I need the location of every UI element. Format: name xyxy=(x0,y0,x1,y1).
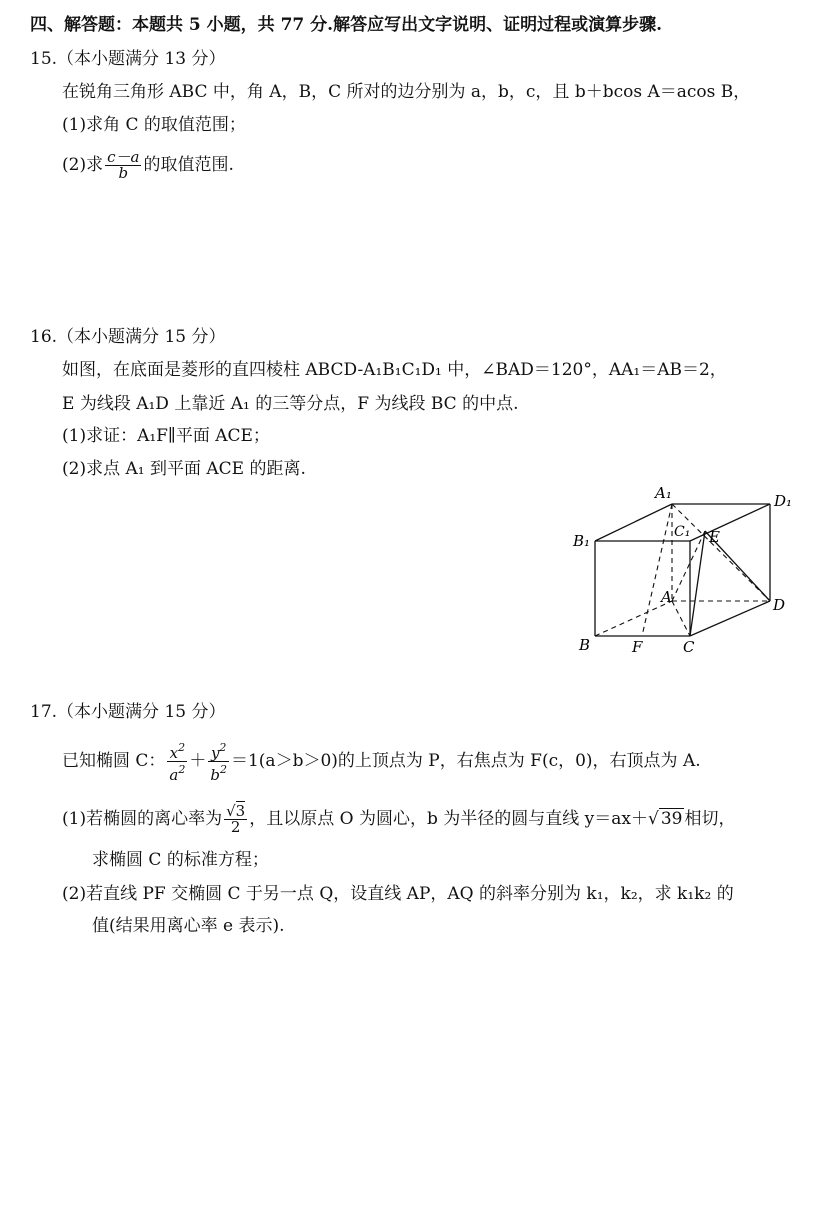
label-C1: C₁ xyxy=(674,524,691,540)
fraction-y2-over-b2: $\frac{y^2}{b^2}$ xyxy=(210,741,227,784)
problem-16-header: 16.（本小题满分 15 分） xyxy=(30,327,226,347)
problem-17-statement-prefix: 已知椭圆 C： xyxy=(62,751,166,771)
problem-16-statement-2: E 为线段 A₁D 上靠近 A₁ 的三等分点，F 为线段 BC 的中点. xyxy=(62,394,519,414)
problem-17-statement-suffix: ＝1(a＞b＞0)的上顶点为 P，右焦点为 F(c，0)，右顶点为 A. xyxy=(230,751,701,771)
problem-17-part1-line2: 求椭圆 C 的标准方程； xyxy=(92,850,269,870)
sqrt-39: √ 39 xyxy=(647,809,683,829)
problem-16-part2: (2)求点 A₁ 到平面 ACE 的距离. xyxy=(62,459,306,479)
problem-15-header: 15.（本小题满分 13 分） xyxy=(30,49,226,69)
problem-17-part2-line2: 值(结果用离心率 e 表示). xyxy=(92,916,285,936)
problem-15-part2 xyxy=(62,150,234,181)
problem-17-part1-c: 相切， xyxy=(684,809,736,829)
problem-16-statement-1: 如图，在底面是菱形的直四棱柱 ABCD-A₁B₁C₁D₁ 中，∠BAD＝120°，AA₁＝AB＝2， xyxy=(62,360,727,380)
problem-15-part2-prefix: (2)求 xyxy=(62,155,104,175)
fraction-c-minus-a-over-b xyxy=(105,150,141,181)
label-A: A xyxy=(661,588,672,606)
problem-15-part1: (1)求角 C 的取值范围； xyxy=(62,115,246,135)
label-C: C xyxy=(683,638,695,656)
sqrt-39-radicand: 39 xyxy=(660,809,683,829)
problem-17-statement: 已知椭圆 C： $\frac{x^2}{a^2}$ ＋ $\frac{y^2}{b^2}$ ＝1(a＞b＞0)的上顶点为 P，右焦点为 F(c，0)，右顶点为 A. xyxy=(62,741,701,784)
problem-17-part1 xyxy=(62,804,735,835)
fraction-numerator: c－a xyxy=(107,148,140,166)
label-D: D xyxy=(773,596,786,614)
fraction-x2-over-a2: $\frac{x^2}{a^2}$ xyxy=(169,741,186,784)
label-B1: B₁ xyxy=(573,532,591,550)
label-D1: D₁ xyxy=(774,492,793,510)
problem-17-header: 17.（本小题满分 15 分） xyxy=(30,702,226,722)
prism-figure xyxy=(565,484,805,664)
problem-17-part1-b: ，且以原点 O 为圆心，b 为半径的圆与直线 y＝ax＋ xyxy=(249,809,648,829)
problem-15-statement: 在锐角三角形 ABC 中，角 A，B，C 所对的边分别为 a，b，c，且 b＋bcos A＝acos B， xyxy=(62,82,751,102)
problem-16-part1: (1)求证：A₁F∥平面 ACE； xyxy=(62,426,270,446)
label-F: F xyxy=(632,638,643,656)
label-E: E xyxy=(709,528,720,546)
label-A1: A₁ xyxy=(655,484,672,502)
problem-17-part1-a: (1)若椭圆的离心率为 xyxy=(62,809,223,829)
problem-15-part2-suffix: 的取值范围. xyxy=(143,155,234,175)
fraction-denominator: b xyxy=(118,164,129,182)
section-heading: 四、解答题：本题共 5 小题，共 77 分.解答应写出文字说明、证明过程或演算步骤. xyxy=(30,15,662,35)
fraction-sqrt3-over-2: $\frac{√3}{2}$ xyxy=(226,802,246,836)
label-B: B xyxy=(579,636,591,654)
problem-17-part2: (2)若直线 PF 交椭圆 C 于另一点 Q，设直线 AP，AQ 的斜率分别为 k₁，k₂，求 k₁k₂ 的 xyxy=(62,884,734,904)
